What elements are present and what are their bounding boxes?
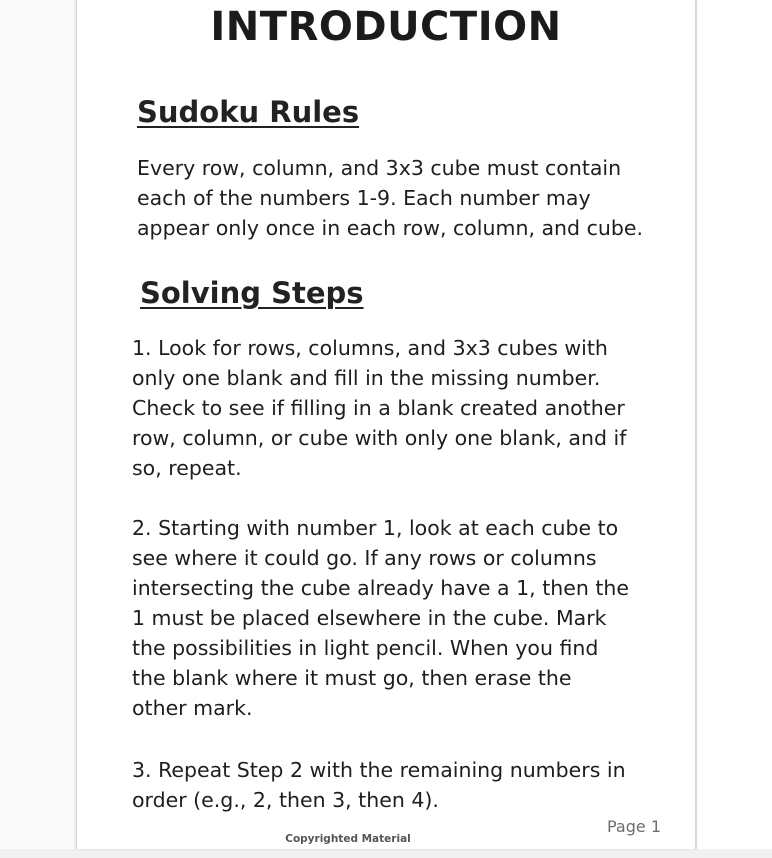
step-line: 1. Look for rows, columns, and 3x3 cubes with [132,336,608,360]
step-line: the blank where it must go, then erase the [132,666,572,690]
step-line: Check to see if filling in a blank created another [132,396,625,420]
solving-step-1 [132,333,626,483]
step-line: order (e.g., 2, then 3, then 4). [132,788,439,812]
rules-line: appear only once in each row, column, and cube. [137,216,643,240]
solving-step-2 [132,513,629,723]
page-number: Page 1 [607,817,661,836]
step-line: intersecting the cube already have a 1, then the [132,576,629,600]
step-line: so, repeat. [132,456,242,480]
step-line: the possibilities in light pencil. When you find [132,636,599,660]
step-line: only one blank and fill in the missing number. [132,366,601,390]
document-page [76,0,696,849]
section-title-solving-steps: Solving Steps [140,276,364,310]
step-line: 3. Repeat Step 2 with the remaining numbers in [132,758,626,782]
copyright-notice: Copyrighted Material [285,833,411,845]
rules-line: each of the numbers 1-9. Each number may [137,186,591,210]
step-line: row, column, or cube with only one blank, and if [132,426,627,450]
viewer-background-left [0,0,74,849]
page-title: INTRODUCTION [210,4,562,50]
step-line: other mark. [132,696,253,720]
step-line: 2. Starting with number 1, look at each cube to [132,516,619,540]
next-page-edge [696,0,772,849]
step-line: 1 must be placed elsewhere in the cube. Mark [132,606,607,630]
section-title-sudoku-rules: Sudoku Rules [137,95,360,129]
rules-line: Every row, column, and 3x3 cube must contain [137,156,622,180]
solving-step-3 [132,755,626,815]
step-line: see where it could go. If any rows or columns [132,546,597,570]
sudoku-rules-paragraph [137,153,643,243]
